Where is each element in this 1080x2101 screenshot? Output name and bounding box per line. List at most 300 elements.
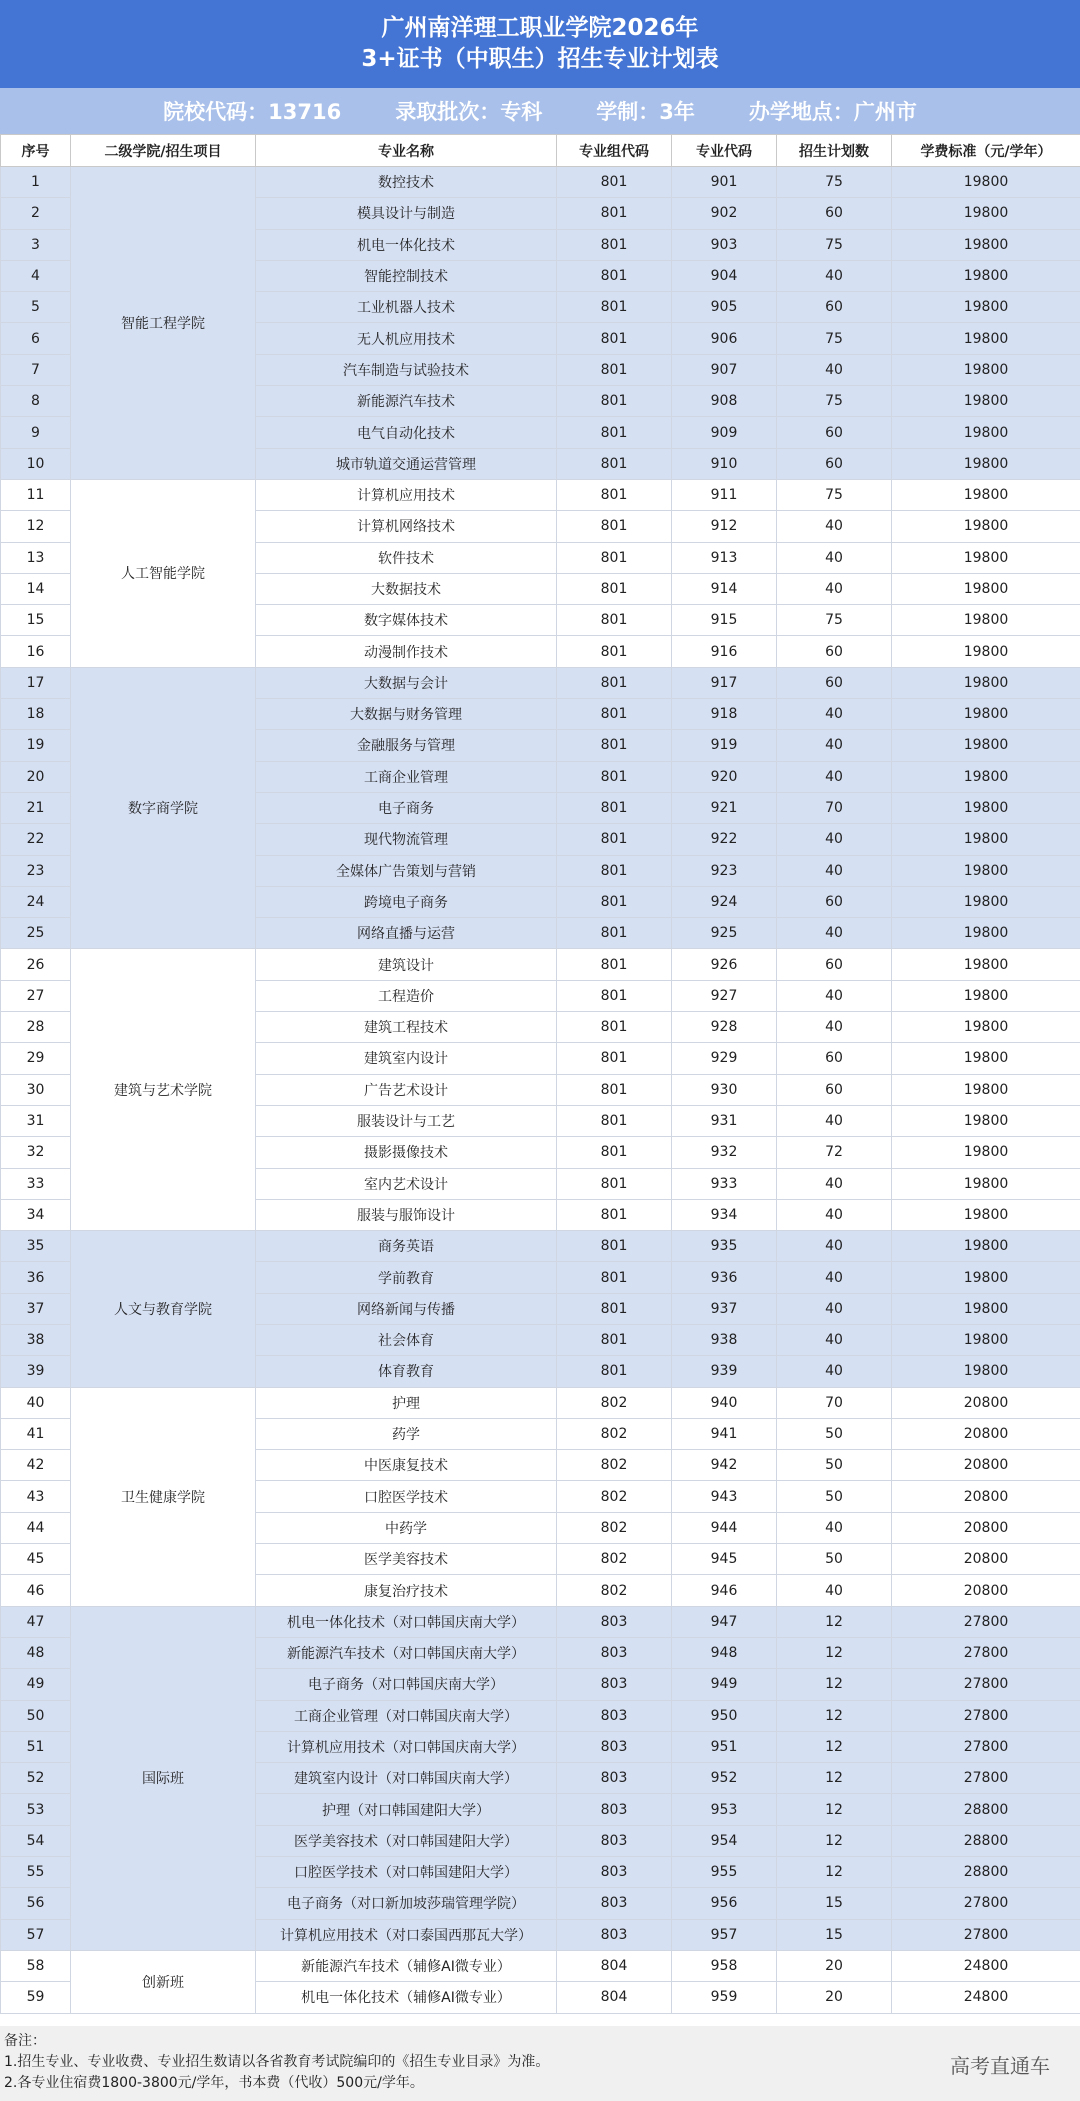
major-name: 建筑设计 bbox=[256, 949, 557, 980]
row-index: 35 bbox=[1, 1231, 71, 1262]
major-code: 945 bbox=[672, 1544, 777, 1575]
row-index: 39 bbox=[1, 1356, 71, 1387]
major-name: 护理 bbox=[256, 1387, 557, 1418]
quota: 40 bbox=[777, 1199, 892, 1230]
tuition: 19800 bbox=[892, 636, 1080, 667]
tuition: 19800 bbox=[892, 918, 1080, 949]
group-code: 801 bbox=[557, 918, 672, 949]
tuition: 20800 bbox=[892, 1387, 1080, 1418]
tuition: 19800 bbox=[892, 980, 1080, 1011]
major-name: 中医康复技术 bbox=[256, 1450, 557, 1481]
major-code: 946 bbox=[672, 1575, 777, 1606]
quota: 12 bbox=[777, 1637, 892, 1668]
quota: 12 bbox=[777, 1669, 892, 1700]
row-index: 13 bbox=[1, 542, 71, 573]
quota: 40 bbox=[777, 354, 892, 385]
tuition: 19800 bbox=[892, 354, 1080, 385]
major-code: 923 bbox=[672, 855, 777, 886]
table-row bbox=[1, 1387, 1080, 1418]
tuition: 19800 bbox=[892, 573, 1080, 604]
major-name: 汽车制造与试验技术 bbox=[256, 354, 557, 385]
tuition: 27800 bbox=[892, 1700, 1080, 1731]
major-code: 930 bbox=[672, 1074, 777, 1105]
row-index: 11 bbox=[1, 479, 71, 510]
row-index: 30 bbox=[1, 1074, 71, 1105]
quota: 12 bbox=[777, 1857, 892, 1888]
table-row bbox=[1, 479, 1080, 510]
major-name: 医学美容技术（对口韩国建阳大学） bbox=[256, 1825, 557, 1856]
header-tuition: 学费标准（元/学年） bbox=[892, 135, 1080, 167]
row-index: 12 bbox=[1, 511, 71, 542]
tuition: 27800 bbox=[892, 1763, 1080, 1794]
row-index: 53 bbox=[1, 1794, 71, 1825]
group-code: 801 bbox=[557, 980, 672, 1011]
tuition: 19800 bbox=[892, 417, 1080, 448]
major-name: 模具设计与制造 bbox=[256, 198, 557, 229]
group-code: 801 bbox=[557, 855, 672, 886]
school-name: 人文与教育学院 bbox=[71, 1231, 256, 1387]
tuition: 28800 bbox=[892, 1825, 1080, 1856]
group-code: 801 bbox=[557, 260, 672, 291]
page-title bbox=[0, 0, 1080, 88]
major-code: 938 bbox=[672, 1324, 777, 1355]
tuition: 19800 bbox=[892, 323, 1080, 354]
major-name: 电子商务（对口韩国庆南大学） bbox=[256, 1669, 557, 1700]
major-code: 927 bbox=[672, 980, 777, 1011]
row-index: 1 bbox=[1, 167, 71, 198]
major-code: 929 bbox=[672, 1043, 777, 1074]
quota: 12 bbox=[777, 1825, 892, 1856]
table-row bbox=[1, 1231, 1080, 1262]
major-name: 电气自动化技术 bbox=[256, 417, 557, 448]
tuition: 27800 bbox=[892, 1888, 1080, 1919]
major-name: 计算机网络技术 bbox=[256, 511, 557, 542]
tuition: 19800 bbox=[892, 949, 1080, 980]
row-index: 55 bbox=[1, 1857, 71, 1888]
major-name: 服装设计与工艺 bbox=[256, 1105, 557, 1136]
tuition: 19800 bbox=[892, 1262, 1080, 1293]
major-code: 951 bbox=[672, 1731, 777, 1762]
major-name: 社会体育 bbox=[256, 1324, 557, 1355]
group-code: 801 bbox=[557, 198, 672, 229]
major-code: 905 bbox=[672, 292, 777, 323]
major-name: 网络新闻与传播 bbox=[256, 1293, 557, 1324]
row-index: 27 bbox=[1, 980, 71, 1011]
row-index: 14 bbox=[1, 573, 71, 604]
row-index: 32 bbox=[1, 1137, 71, 1168]
group-code: 801 bbox=[557, 448, 672, 479]
header-major: 专业名称 bbox=[256, 135, 557, 167]
quota: 60 bbox=[777, 886, 892, 917]
major-name: 计算机应用技术 bbox=[256, 479, 557, 510]
row-index: 28 bbox=[1, 1012, 71, 1043]
tuition: 20800 bbox=[892, 1575, 1080, 1606]
quota: 40 bbox=[777, 699, 892, 730]
major-name: 电子商务（对口新加坡莎瑞管理学院） bbox=[256, 1888, 557, 1919]
quota: 20 bbox=[777, 1950, 892, 1981]
quota: 60 bbox=[777, 417, 892, 448]
row-index: 29 bbox=[1, 1043, 71, 1074]
row-index: 24 bbox=[1, 886, 71, 917]
quota: 40 bbox=[777, 1231, 892, 1262]
quota: 40 bbox=[777, 1012, 892, 1043]
quota: 60 bbox=[777, 448, 892, 479]
tuition: 19800 bbox=[892, 1199, 1080, 1230]
group-code: 801 bbox=[557, 1012, 672, 1043]
major-code: 931 bbox=[672, 1105, 777, 1136]
major-code: 922 bbox=[672, 824, 777, 855]
row-index: 58 bbox=[1, 1950, 71, 1981]
tuition: 28800 bbox=[892, 1857, 1080, 1888]
group-code: 801 bbox=[557, 479, 672, 510]
row-index: 47 bbox=[1, 1606, 71, 1637]
quota: 60 bbox=[777, 667, 892, 698]
quota: 50 bbox=[777, 1481, 892, 1512]
row-index: 42 bbox=[1, 1450, 71, 1481]
tuition: 27800 bbox=[892, 1919, 1080, 1950]
group-code: 801 bbox=[557, 573, 672, 604]
row-index: 33 bbox=[1, 1168, 71, 1199]
major-code: 952 bbox=[672, 1763, 777, 1794]
major-code: 948 bbox=[672, 1637, 777, 1668]
quota: 60 bbox=[777, 292, 892, 323]
tuition: 20800 bbox=[892, 1544, 1080, 1575]
major-name: 金融服务与管理 bbox=[256, 730, 557, 761]
major-name: 康复治疗技术 bbox=[256, 1575, 557, 1606]
quota: 40 bbox=[777, 824, 892, 855]
school-name: 建筑与艺术学院 bbox=[71, 949, 256, 1231]
quota: 60 bbox=[777, 1074, 892, 1105]
row-index: 9 bbox=[1, 417, 71, 448]
group-code: 801 bbox=[557, 323, 672, 354]
tuition: 19800 bbox=[892, 1231, 1080, 1262]
major-name: 工商企业管理（对口韩国庆南大学） bbox=[256, 1700, 557, 1731]
major-code: 958 bbox=[672, 1950, 777, 1981]
quota: 12 bbox=[777, 1763, 892, 1794]
group-code: 802 bbox=[557, 1450, 672, 1481]
group-code: 801 bbox=[557, 1262, 672, 1293]
major-code: 937 bbox=[672, 1293, 777, 1324]
table-header-row bbox=[1, 135, 1080, 167]
major-code: 954 bbox=[672, 1825, 777, 1856]
quota: 40 bbox=[777, 855, 892, 886]
quota: 40 bbox=[777, 1356, 892, 1387]
group-code: 801 bbox=[557, 699, 672, 730]
group-code: 801 bbox=[557, 1356, 672, 1387]
major-name: 现代物流管理 bbox=[256, 824, 557, 855]
major-code: 921 bbox=[672, 792, 777, 823]
group-code: 801 bbox=[557, 354, 672, 385]
notes-line-2: 2.各专业住宿费1800-3800元/学年，书本费（代收）500元/学年。 bbox=[4, 2075, 424, 2091]
major-name: 护理（对口韩国建阳大学） bbox=[256, 1794, 557, 1825]
quota: 40 bbox=[777, 1262, 892, 1293]
row-index: 59 bbox=[1, 1982, 71, 2013]
group-code: 802 bbox=[557, 1575, 672, 1606]
group-code: 801 bbox=[557, 292, 672, 323]
group-code: 802 bbox=[557, 1512, 672, 1543]
tuition: 19800 bbox=[892, 761, 1080, 792]
row-index: 51 bbox=[1, 1731, 71, 1762]
major-code: 957 bbox=[672, 1919, 777, 1950]
quota: 75 bbox=[777, 605, 892, 636]
row-index: 38 bbox=[1, 1324, 71, 1355]
major-name: 建筑工程技术 bbox=[256, 1012, 557, 1043]
header-school: 二级学院/招生项目 bbox=[71, 135, 256, 167]
major-code: 941 bbox=[672, 1418, 777, 1449]
major-code: 909 bbox=[672, 417, 777, 448]
quota: 60 bbox=[777, 636, 892, 667]
major-name: 电子商务 bbox=[256, 792, 557, 823]
tuition: 19800 bbox=[892, 1043, 1080, 1074]
major-name: 无人机应用技术 bbox=[256, 323, 557, 354]
header-quota: 招生计划数 bbox=[777, 135, 892, 167]
quota: 75 bbox=[777, 167, 892, 198]
group-code: 801 bbox=[557, 761, 672, 792]
quota: 15 bbox=[777, 1919, 892, 1950]
tuition: 24800 bbox=[892, 1982, 1080, 2013]
group-code: 801 bbox=[557, 417, 672, 448]
group-code: 801 bbox=[557, 886, 672, 917]
group-code: 803 bbox=[557, 1794, 672, 1825]
major-name: 动漫制作技术 bbox=[256, 636, 557, 667]
row-index: 49 bbox=[1, 1669, 71, 1700]
school-name: 卫生健康学院 bbox=[71, 1387, 256, 1606]
major-name: 机电一体化技术 bbox=[256, 229, 557, 260]
major-code: 956 bbox=[672, 1888, 777, 1919]
major-name: 摄影摄像技术 bbox=[256, 1137, 557, 1168]
group-code: 801 bbox=[557, 1043, 672, 1074]
row-index: 3 bbox=[1, 229, 71, 260]
tuition: 27800 bbox=[892, 1637, 1080, 1668]
row-index: 54 bbox=[1, 1825, 71, 1856]
school-name: 数字商学院 bbox=[71, 667, 256, 949]
major-code: 950 bbox=[672, 1700, 777, 1731]
tuition: 28800 bbox=[892, 1794, 1080, 1825]
row-index: 48 bbox=[1, 1637, 71, 1668]
group-code: 801 bbox=[557, 1293, 672, 1324]
major-name: 新能源汽车技术（对口韩国庆南大学） bbox=[256, 1637, 557, 1668]
major-code: 944 bbox=[672, 1512, 777, 1543]
major-name: 口腔医学技术（对口韩国建阳大学） bbox=[256, 1857, 557, 1888]
tuition: 19800 bbox=[892, 479, 1080, 510]
major-code: 933 bbox=[672, 1168, 777, 1199]
tuition: 19800 bbox=[892, 198, 1080, 229]
row-index: 40 bbox=[1, 1387, 71, 1418]
row-index: 22 bbox=[1, 824, 71, 855]
group-code: 801 bbox=[557, 605, 672, 636]
group-code: 802 bbox=[557, 1418, 672, 1449]
quota: 40 bbox=[777, 511, 892, 542]
row-index: 20 bbox=[1, 761, 71, 792]
tuition: 19800 bbox=[892, 1012, 1080, 1043]
major-name: 工程造价 bbox=[256, 980, 557, 1011]
group-code: 801 bbox=[557, 1137, 672, 1168]
major-code: 936 bbox=[672, 1262, 777, 1293]
tuition: 19800 bbox=[892, 886, 1080, 917]
quota: 20 bbox=[777, 1982, 892, 2013]
major-name: 药学 bbox=[256, 1418, 557, 1449]
major-code: 943 bbox=[672, 1481, 777, 1512]
major-code: 953 bbox=[672, 1794, 777, 1825]
quota: 60 bbox=[777, 1043, 892, 1074]
major-code: 926 bbox=[672, 949, 777, 980]
row-index: 26 bbox=[1, 949, 71, 980]
group-code: 801 bbox=[557, 1231, 672, 1262]
major-name: 室内艺术设计 bbox=[256, 1168, 557, 1199]
group-code: 802 bbox=[557, 1387, 672, 1418]
row-index: 16 bbox=[1, 636, 71, 667]
group-code: 803 bbox=[557, 1700, 672, 1731]
tuition: 20800 bbox=[892, 1450, 1080, 1481]
group-code: 803 bbox=[557, 1888, 672, 1919]
major-name: 中药学 bbox=[256, 1512, 557, 1543]
row-index: 15 bbox=[1, 605, 71, 636]
major-name: 大数据与会计 bbox=[256, 667, 557, 698]
major-name: 软件技术 bbox=[256, 542, 557, 573]
row-index: 17 bbox=[1, 667, 71, 698]
group-code: 801 bbox=[557, 1105, 672, 1136]
tuition: 19800 bbox=[892, 386, 1080, 417]
row-index: 44 bbox=[1, 1512, 71, 1543]
quota: 12 bbox=[777, 1606, 892, 1637]
quota: 40 bbox=[777, 1512, 892, 1543]
row-index: 19 bbox=[1, 730, 71, 761]
major-code: 903 bbox=[672, 229, 777, 260]
campus-location: 办学地点：广州市 bbox=[748, 100, 917, 124]
group-code: 801 bbox=[557, 511, 672, 542]
major-code: 915 bbox=[672, 605, 777, 636]
quota: 40 bbox=[777, 1168, 892, 1199]
tuition: 19800 bbox=[892, 1356, 1080, 1387]
group-code: 802 bbox=[557, 1481, 672, 1512]
major-name: 建筑室内设计 bbox=[256, 1043, 557, 1074]
group-code: 801 bbox=[557, 824, 672, 855]
notes-heading: 备注： bbox=[4, 2033, 46, 2049]
group-code: 801 bbox=[557, 1168, 672, 1199]
row-index: 34 bbox=[1, 1199, 71, 1230]
row-index: 5 bbox=[1, 292, 71, 323]
group-code: 801 bbox=[557, 1074, 672, 1105]
quota: 60 bbox=[777, 949, 892, 980]
title-line-1: 广州南洋理工职业学院2026年 bbox=[381, 15, 699, 41]
major-name: 智能控制技术 bbox=[256, 260, 557, 291]
tuition: 19800 bbox=[892, 167, 1080, 198]
tuition: 19800 bbox=[892, 667, 1080, 698]
quota: 40 bbox=[777, 1105, 892, 1136]
quota: 40 bbox=[777, 980, 892, 1011]
tuition: 19800 bbox=[892, 511, 1080, 542]
row-index: 56 bbox=[1, 1888, 71, 1919]
major-name: 跨境电子商务 bbox=[256, 886, 557, 917]
major-name: 机电一体化技术（对口韩国庆南大学） bbox=[256, 1606, 557, 1637]
tuition: 19800 bbox=[892, 448, 1080, 479]
row-index: 36 bbox=[1, 1262, 71, 1293]
tuition: 27800 bbox=[892, 1669, 1080, 1700]
tuition: 20800 bbox=[892, 1481, 1080, 1512]
row-index: 18 bbox=[1, 699, 71, 730]
tuition: 19800 bbox=[892, 699, 1080, 730]
major-name: 工商企业管理 bbox=[256, 761, 557, 792]
group-code: 803 bbox=[557, 1825, 672, 1856]
header-group-code: 专业组代码 bbox=[557, 135, 672, 167]
tuition: 19800 bbox=[892, 260, 1080, 291]
admission-batch: 录取批次：专科 bbox=[395, 100, 543, 124]
school-name: 人工智能学院 bbox=[71, 479, 256, 667]
group-code: 801 bbox=[557, 167, 672, 198]
quota: 15 bbox=[777, 1888, 892, 1919]
major-code: 942 bbox=[672, 1450, 777, 1481]
major-code: 916 bbox=[672, 636, 777, 667]
tuition: 19800 bbox=[892, 605, 1080, 636]
major-code: 912 bbox=[672, 511, 777, 542]
major-name: 口腔医学技术 bbox=[256, 1481, 557, 1512]
major-code: 914 bbox=[672, 573, 777, 604]
major-code: 940 bbox=[672, 1387, 777, 1418]
tuition: 19800 bbox=[892, 855, 1080, 886]
tuition: 19800 bbox=[892, 1293, 1080, 1324]
group-code: 801 bbox=[557, 730, 672, 761]
major-name: 计算机应用技术（对口泰国西那瓦大学） bbox=[256, 1919, 557, 1950]
tuition: 20800 bbox=[892, 1418, 1080, 1449]
major-name: 建筑室内设计（对口韩国庆南大学） bbox=[256, 1763, 557, 1794]
major-name: 机电一体化技术（辅修AI微专业） bbox=[256, 1982, 557, 2013]
quota: 40 bbox=[777, 918, 892, 949]
major-code: 908 bbox=[672, 386, 777, 417]
quota: 75 bbox=[777, 386, 892, 417]
major-code: 939 bbox=[672, 1356, 777, 1387]
quota: 40 bbox=[777, 1324, 892, 1355]
header-major-code: 专业代码 bbox=[672, 135, 777, 167]
row-index: 57 bbox=[1, 1919, 71, 1950]
tuition: 19800 bbox=[892, 730, 1080, 761]
row-index: 25 bbox=[1, 918, 71, 949]
group-code: 801 bbox=[557, 229, 672, 260]
tuition: 19800 bbox=[892, 824, 1080, 855]
group-code: 803 bbox=[557, 1606, 672, 1637]
row-index: 4 bbox=[1, 260, 71, 291]
group-code: 801 bbox=[557, 792, 672, 823]
study-duration: 学制：3年 bbox=[596, 100, 695, 124]
major-code: 924 bbox=[672, 886, 777, 917]
notes bbox=[0, 2026, 1080, 2101]
major-code: 947 bbox=[672, 1606, 777, 1637]
row-index: 50 bbox=[1, 1700, 71, 1731]
tuition: 19800 bbox=[892, 1105, 1080, 1136]
quota: 50 bbox=[777, 1544, 892, 1575]
major-code: 910 bbox=[672, 448, 777, 479]
quota: 12 bbox=[777, 1794, 892, 1825]
major-name: 大数据与财务管理 bbox=[256, 699, 557, 730]
major-name: 全媒体广告策划与营销 bbox=[256, 855, 557, 886]
table-row bbox=[1, 1950, 1080, 1981]
quota: 40 bbox=[777, 260, 892, 291]
tuition: 27800 bbox=[892, 1731, 1080, 1762]
major-code: 911 bbox=[672, 479, 777, 510]
school-name: 创新班 bbox=[71, 1950, 256, 2013]
tuition: 19800 bbox=[892, 292, 1080, 323]
tuition: 19800 bbox=[892, 1168, 1080, 1199]
row-index: 6 bbox=[1, 323, 71, 354]
major-name: 数字媒体技术 bbox=[256, 605, 557, 636]
title-line-2: 3+证书（中职生）招生专业计划表 bbox=[361, 46, 719, 72]
quota: 40 bbox=[777, 573, 892, 604]
quota: 12 bbox=[777, 1731, 892, 1762]
info-bar bbox=[0, 88, 1080, 134]
tuition: 24800 bbox=[892, 1950, 1080, 1981]
tuition: 19800 bbox=[892, 542, 1080, 573]
major-name: 医学美容技术 bbox=[256, 1544, 557, 1575]
quota: 12 bbox=[777, 1700, 892, 1731]
